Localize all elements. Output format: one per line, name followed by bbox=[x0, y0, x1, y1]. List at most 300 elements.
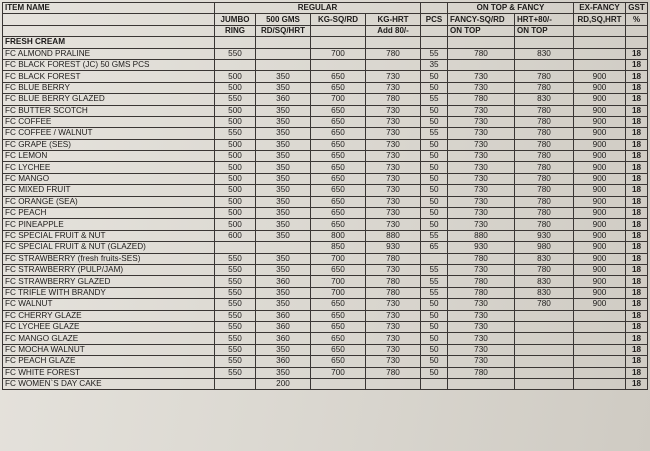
fancy-sq-rd-price-cell: 730 bbox=[448, 185, 515, 196]
ex-fancy-price-cell: 900 bbox=[574, 219, 626, 230]
ex-fancy-price-cell: 900 bbox=[574, 82, 626, 93]
pcs-price-cell: 55 bbox=[421, 94, 448, 105]
ex-fancy-price-cell: 900 bbox=[574, 299, 626, 310]
kg-sq-rd-price-cell: 650 bbox=[311, 321, 366, 332]
item-name-cell: FC GRAPE (SES) bbox=[3, 139, 215, 150]
table-row bbox=[3, 59, 648, 70]
500gms-price-cell: 360 bbox=[256, 276, 311, 287]
fancy-sq-rd-price-cell: 730 bbox=[448, 139, 515, 150]
500gms-price-cell: 350 bbox=[256, 230, 311, 241]
500gms-price-cell: 360 bbox=[256, 321, 311, 332]
jumbo-price-cell: 500 bbox=[215, 219, 256, 230]
ex-fancy-price-cell: 900 bbox=[574, 185, 626, 196]
jumbo-price-cell: 550 bbox=[215, 94, 256, 105]
table-row bbox=[3, 116, 648, 127]
kg-hrt-price-cell: 780 bbox=[366, 367, 421, 378]
hrt-plus80-price-cell: 830 bbox=[515, 94, 574, 105]
fancy-sq-rd-price-cell: 730 bbox=[448, 333, 515, 344]
jumbo-price-cell: 550 bbox=[215, 344, 256, 355]
kg-sq-rd-price-cell: 700 bbox=[311, 253, 366, 264]
hrt-plus80-price-cell: 780 bbox=[515, 71, 574, 82]
fancy-sq-rd-price-cell: 730 bbox=[448, 105, 515, 116]
kg-hrt-price-cell: 730 bbox=[366, 185, 421, 196]
kg-hrt-price-cell: 730 bbox=[366, 299, 421, 310]
kg-hrt-price-cell: 730 bbox=[366, 82, 421, 93]
ex-fancy-price-cell: 900 bbox=[574, 287, 626, 298]
500gms-price-cell: 350 bbox=[256, 196, 311, 207]
500gms-price-cell: 350 bbox=[256, 367, 311, 378]
hrt-plus80-price-cell: 830 bbox=[515, 276, 574, 287]
ex-fancy-price-cell bbox=[574, 367, 626, 378]
hrt-plus80-price-cell: 780 bbox=[515, 128, 574, 139]
kg-sq-rd-price-cell: 650 bbox=[311, 116, 366, 127]
fancy-sq-rd-price-cell: 930 bbox=[448, 242, 515, 253]
header-percent: % bbox=[626, 14, 648, 25]
header-on-top-1: ON TOP bbox=[448, 25, 515, 36]
item-name-cell: FC CHERRY GLAZE bbox=[3, 310, 215, 321]
jumbo-price-cell: 500 bbox=[215, 116, 256, 127]
500gms-price-cell: 350 bbox=[256, 344, 311, 355]
ex-fancy-price-cell bbox=[574, 59, 626, 70]
500gms-price-cell: 350 bbox=[256, 264, 311, 275]
gst-rate-cell: 18 bbox=[626, 321, 648, 332]
500gms-price-cell: 350 bbox=[256, 71, 311, 82]
kg-sq-rd-price-cell: 650 bbox=[311, 333, 366, 344]
pcs-price-cell: 50 bbox=[421, 105, 448, 116]
kg-hrt-price-cell: 730 bbox=[366, 128, 421, 139]
table-row bbox=[3, 230, 648, 241]
kg-sq-rd-price-cell: 800 bbox=[311, 230, 366, 241]
gst-rate-cell: 18 bbox=[626, 116, 648, 127]
kg-sq-rd-price-cell: 650 bbox=[311, 185, 366, 196]
kg-hrt-price-cell bbox=[366, 378, 421, 389]
gst-rate-cell: 18 bbox=[626, 344, 648, 355]
pcs-price-cell: 50 bbox=[421, 173, 448, 184]
hrt-plus80-price-cell: 780 bbox=[515, 219, 574, 230]
pcs-price-cell: 55 bbox=[421, 230, 448, 241]
pcs-price-cell: 50 bbox=[421, 208, 448, 219]
kg-hrt-price-cell: 730 bbox=[366, 321, 421, 332]
ex-fancy-price-cell: 900 bbox=[574, 116, 626, 127]
gst-rate-cell: 18 bbox=[626, 139, 648, 150]
kg-hrt-price-cell: 730 bbox=[366, 219, 421, 230]
hrt-plus80-price-cell: 780 bbox=[515, 208, 574, 219]
kg-sq-rd-price-cell: 650 bbox=[311, 264, 366, 275]
jumbo-price-cell: 550 bbox=[215, 128, 256, 139]
kg-hrt-price-cell: 730 bbox=[366, 344, 421, 355]
ex-fancy-price-cell: 900 bbox=[574, 139, 626, 150]
pcs-price-cell: 50 bbox=[421, 71, 448, 82]
hrt-plus80-price-cell bbox=[515, 356, 574, 367]
500gms-price-cell bbox=[256, 59, 311, 70]
pcs-price-cell: 50 bbox=[421, 333, 448, 344]
fancy-sq-rd-price-cell: 780 bbox=[448, 367, 515, 378]
fancy-sq-rd-price-cell: 880 bbox=[448, 230, 515, 241]
ex-fancy-price-cell bbox=[574, 321, 626, 332]
item-name-cell: FC ALMOND PRALINE bbox=[3, 48, 215, 59]
gst-rate-cell: 18 bbox=[626, 310, 648, 321]
pcs-price-cell: 55 bbox=[421, 264, 448, 275]
header-on-top-2: ON TOP bbox=[515, 25, 574, 36]
item-name-cell: FC PEACH bbox=[3, 208, 215, 219]
gst-rate-cell: 18 bbox=[626, 48, 648, 59]
gst-rate-cell: 18 bbox=[626, 105, 648, 116]
item-name-cell: FC SPECIAL FRUIT & NUT (GLAZED) bbox=[3, 242, 215, 253]
pcs-price-cell: 50 bbox=[421, 185, 448, 196]
kg-hrt-price-cell: 730 bbox=[366, 105, 421, 116]
kg-hrt-price-cell: 730 bbox=[366, 116, 421, 127]
jumbo-price-cell: 550 bbox=[215, 276, 256, 287]
pcs-price-cell: 55 bbox=[421, 128, 448, 139]
jumbo-price-cell: 500 bbox=[215, 162, 256, 173]
gst-rate-cell: 18 bbox=[626, 264, 648, 275]
hrt-plus80-price-cell bbox=[515, 333, 574, 344]
hrt-plus80-price-cell: 830 bbox=[515, 287, 574, 298]
kg-hrt-price-cell: 780 bbox=[366, 287, 421, 298]
gst-rate-cell: 18 bbox=[626, 94, 648, 105]
500gms-price-cell: 200 bbox=[256, 378, 311, 389]
hrt-plus80-price-cell: 830 bbox=[515, 48, 574, 59]
kg-hrt-price-cell: 730 bbox=[366, 173, 421, 184]
kg-hrt-price-cell: 730 bbox=[366, 333, 421, 344]
jumbo-price-cell: 500 bbox=[215, 151, 256, 162]
jumbo-price-cell: 550 bbox=[215, 310, 256, 321]
header-on-top-fancy: ON TOP & FANCY bbox=[448, 3, 574, 14]
hrt-plus80-price-cell: 780 bbox=[515, 173, 574, 184]
fancy-sq-rd-price-cell: 730 bbox=[448, 208, 515, 219]
pcs-price-cell: 50 bbox=[421, 367, 448, 378]
gst-rate-cell: 18 bbox=[626, 242, 648, 253]
hrt-plus80-price-cell: 780 bbox=[515, 105, 574, 116]
jumbo-price-cell bbox=[215, 242, 256, 253]
table-row bbox=[3, 253, 648, 264]
500gms-price-cell: 350 bbox=[256, 162, 311, 173]
jumbo-price-cell: 500 bbox=[215, 173, 256, 184]
hrt-plus80-price-cell: 780 bbox=[515, 116, 574, 127]
kg-sq-rd-price-cell: 650 bbox=[311, 151, 366, 162]
item-name-cell: FC LYCHEE bbox=[3, 162, 215, 173]
hrt-plus80-price-cell: 930 bbox=[515, 230, 574, 241]
500gms-price-cell: 350 bbox=[256, 128, 311, 139]
kg-sq-rd-price-cell: 650 bbox=[311, 196, 366, 207]
item-name-cell: FC WHITE FOREST bbox=[3, 367, 215, 378]
hrt-plus80-price-cell: 780 bbox=[515, 185, 574, 196]
jumbo-price-cell: 500 bbox=[215, 208, 256, 219]
gst-rate-cell: 18 bbox=[626, 151, 648, 162]
fancy-sq-rd-price-cell bbox=[448, 378, 515, 389]
kg-sq-rd-price-cell: 700 bbox=[311, 287, 366, 298]
header-kg-hrt: KG-HRT bbox=[366, 14, 421, 25]
item-name-cell: FC ORANGE (SEA) bbox=[3, 196, 215, 207]
kg-sq-rd-price-cell: 650 bbox=[311, 208, 366, 219]
fancy-sq-rd-price-cell: 730 bbox=[448, 310, 515, 321]
fancy-sq-rd-price-cell bbox=[448, 59, 515, 70]
hrt-plus80-price-cell bbox=[515, 310, 574, 321]
gst-rate-cell: 18 bbox=[626, 230, 648, 241]
pcs-price-cell bbox=[421, 253, 448, 264]
gst-rate-cell: 18 bbox=[626, 185, 648, 196]
item-name-cell: FC MOCHA WALNUT bbox=[3, 344, 215, 355]
fancy-sq-rd-price-cell: 780 bbox=[448, 253, 515, 264]
kg-sq-rd-price-cell: 650 bbox=[311, 173, 366, 184]
gst-rate-cell: 18 bbox=[626, 253, 648, 264]
500gms-price-cell: 350 bbox=[256, 139, 311, 150]
hrt-plus80-price-cell bbox=[515, 367, 574, 378]
kg-sq-rd-price-cell: 650 bbox=[311, 299, 366, 310]
ex-fancy-price-cell: 900 bbox=[574, 230, 626, 241]
fancy-sq-rd-price-cell: 730 bbox=[448, 151, 515, 162]
table-row bbox=[3, 105, 648, 116]
table-row bbox=[3, 276, 648, 287]
item-name-cell: FC STRAWBERRY (fresh fruits-SES) bbox=[3, 253, 215, 264]
header-ex-fancy: EX-FANCY bbox=[574, 3, 626, 14]
gst-rate-cell: 18 bbox=[626, 162, 648, 173]
500gms-price-cell: 350 bbox=[256, 116, 311, 127]
header-rd-sq-hrt-ex: RD,SQ,HRT bbox=[574, 14, 626, 25]
table-row bbox=[3, 242, 648, 253]
hrt-plus80-price-cell: 780 bbox=[515, 299, 574, 310]
header-hrt-plus80: HRT+80/- bbox=[515, 14, 574, 25]
pcs-price-cell: 50 bbox=[421, 151, 448, 162]
hrt-plus80-price-cell bbox=[515, 321, 574, 332]
ex-fancy-price-cell bbox=[574, 356, 626, 367]
ex-fancy-price-cell: 900 bbox=[574, 151, 626, 162]
kg-hrt-price-cell: 730 bbox=[366, 310, 421, 321]
500gms-price-cell: 360 bbox=[256, 94, 311, 105]
kg-sq-rd-price-cell bbox=[311, 378, 366, 389]
gst-rate-cell: 18 bbox=[626, 299, 648, 310]
pcs-price-cell: 50 bbox=[421, 116, 448, 127]
kg-sq-rd-price-cell: 650 bbox=[311, 105, 366, 116]
pcs-price-cell: 50 bbox=[421, 356, 448, 367]
table-row bbox=[3, 287, 648, 298]
hrt-plus80-price-cell: 780 bbox=[515, 82, 574, 93]
section-fresh-cream: FRESH CREAM bbox=[3, 37, 215, 48]
fancy-sq-rd-price-cell: 730 bbox=[448, 299, 515, 310]
table-row bbox=[3, 356, 648, 367]
500gms-price-cell bbox=[256, 242, 311, 253]
table-row bbox=[3, 151, 648, 162]
table-row bbox=[3, 162, 648, 173]
jumbo-price-cell: 500 bbox=[215, 196, 256, 207]
jumbo-price-cell: 500 bbox=[215, 185, 256, 196]
kg-hrt-price-cell: 880 bbox=[366, 230, 421, 241]
500gms-price-cell: 350 bbox=[256, 208, 311, 219]
pcs-price-cell: 50 bbox=[421, 219, 448, 230]
header-add80: Add 80/- bbox=[366, 25, 421, 36]
gst-rate-cell: 18 bbox=[626, 173, 648, 184]
gst-rate-cell: 18 bbox=[626, 378, 648, 389]
500gms-price-cell: 350 bbox=[256, 151, 311, 162]
header-pcs: PCS bbox=[421, 14, 448, 25]
gst-rate-cell: 18 bbox=[626, 71, 648, 82]
500gms-price-cell: 350 bbox=[256, 253, 311, 264]
pcs-price-cell: 50 bbox=[421, 344, 448, 355]
header-kg-sq-rd: KG-SQ/RD bbox=[311, 14, 366, 25]
jumbo-price-cell: 500 bbox=[215, 71, 256, 82]
kg-hrt-price-cell: 730 bbox=[366, 139, 421, 150]
fancy-sq-rd-price-cell: 730 bbox=[448, 162, 515, 173]
ex-fancy-price-cell: 900 bbox=[574, 276, 626, 287]
table-row bbox=[3, 299, 648, 310]
header-500gms: 500 GMS bbox=[256, 14, 311, 25]
ex-fancy-price-cell bbox=[574, 378, 626, 389]
hrt-plus80-price-cell: 780 bbox=[515, 264, 574, 275]
pcs-price-cell: 50 bbox=[421, 310, 448, 321]
500gms-price-cell: 350 bbox=[256, 82, 311, 93]
jumbo-price-cell: 550 bbox=[215, 299, 256, 310]
jumbo-price-cell: 550 bbox=[215, 356, 256, 367]
fancy-sq-rd-price-cell: 780 bbox=[448, 94, 515, 105]
table-row bbox=[3, 173, 648, 184]
500gms-price-cell: 350 bbox=[256, 299, 311, 310]
table-row bbox=[3, 310, 648, 321]
item-name-cell: FC BUTTER SCOTCH bbox=[3, 105, 215, 116]
kg-sq-rd-price-cell: 850 bbox=[311, 242, 366, 253]
pcs-price-cell: 55 bbox=[421, 287, 448, 298]
fancy-sq-rd-price-cell: 730 bbox=[448, 173, 515, 184]
500gms-price-cell: 350 bbox=[256, 287, 311, 298]
hrt-plus80-price-cell bbox=[515, 378, 574, 389]
ex-fancy-price-cell: 900 bbox=[574, 196, 626, 207]
ex-fancy-price-cell bbox=[574, 48, 626, 59]
item-name-cell: FC PEACH GLAZE bbox=[3, 356, 215, 367]
table-row bbox=[3, 333, 648, 344]
hrt-plus80-price-cell: 780 bbox=[515, 151, 574, 162]
hrt-plus80-price-cell bbox=[515, 59, 574, 70]
ex-fancy-price-cell: 900 bbox=[574, 173, 626, 184]
hrt-plus80-price-cell: 980 bbox=[515, 242, 574, 253]
pcs-price-cell: 50 bbox=[421, 139, 448, 150]
fancy-sq-rd-price-cell: 730 bbox=[448, 128, 515, 139]
jumbo-price-cell: 550 bbox=[215, 48, 256, 59]
ex-fancy-price-cell: 900 bbox=[574, 162, 626, 173]
kg-hrt-price-cell: 730 bbox=[366, 196, 421, 207]
kg-hrt-price-cell: 780 bbox=[366, 48, 421, 59]
fancy-sq-rd-price-cell: 730 bbox=[448, 264, 515, 275]
kg-sq-rd-price-cell: 650 bbox=[311, 128, 366, 139]
pcs-price-cell: 50 bbox=[421, 321, 448, 332]
pcs-price-cell bbox=[421, 378, 448, 389]
table-row bbox=[3, 321, 648, 332]
500gms-price-cell: 350 bbox=[256, 219, 311, 230]
table-row bbox=[3, 139, 648, 150]
table-row bbox=[3, 344, 648, 355]
kg-sq-rd-price-cell bbox=[311, 59, 366, 70]
ex-fancy-price-cell: 900 bbox=[574, 71, 626, 82]
kg-hrt-price-cell: 730 bbox=[366, 264, 421, 275]
item-name-cell: FC STRAWBERRY GLAZED bbox=[3, 276, 215, 287]
table-row bbox=[3, 71, 648, 82]
kg-hrt-price-cell: 730 bbox=[366, 162, 421, 173]
gst-rate-cell: 18 bbox=[626, 276, 648, 287]
hrt-plus80-price-cell: 780 bbox=[515, 162, 574, 173]
fancy-sq-rd-price-cell: 730 bbox=[448, 344, 515, 355]
table-row bbox=[3, 82, 648, 93]
fancy-sq-rd-price-cell: 780 bbox=[448, 276, 515, 287]
fancy-sq-rd-price-cell: 730 bbox=[448, 321, 515, 332]
kg-hrt-price-cell: 780 bbox=[366, 276, 421, 287]
table-row bbox=[3, 94, 648, 105]
hrt-plus80-price-cell bbox=[515, 344, 574, 355]
kg-hrt-price-cell: 730 bbox=[366, 71, 421, 82]
kg-sq-rd-price-cell: 650 bbox=[311, 139, 366, 150]
table-row bbox=[3, 367, 648, 378]
kg-hrt-price-cell: 780 bbox=[366, 253, 421, 264]
header-regular: REGULAR bbox=[215, 3, 421, 14]
item-name-cell: FC WOMEN`S DAY CAKE bbox=[3, 378, 215, 389]
jumbo-price-cell: 500 bbox=[215, 139, 256, 150]
kg-sq-rd-price-cell: 650 bbox=[311, 82, 366, 93]
header-item-name: ITEM NAME bbox=[3, 3, 215, 14]
table-row bbox=[3, 378, 648, 389]
item-name-cell: FC PINEAPPLE bbox=[3, 219, 215, 230]
pcs-price-cell: 50 bbox=[421, 162, 448, 173]
pcs-price-cell: 50 bbox=[421, 82, 448, 93]
item-name-cell: FC COFFEE / WALNUT bbox=[3, 128, 215, 139]
ex-fancy-price-cell: 900 bbox=[574, 253, 626, 264]
item-name-cell: FC LEMON bbox=[3, 151, 215, 162]
kg-hrt-price-cell bbox=[366, 59, 421, 70]
500gms-price-cell: 360 bbox=[256, 356, 311, 367]
gst-rate-cell: 18 bbox=[626, 287, 648, 298]
pcs-price-cell: 55 bbox=[421, 276, 448, 287]
item-name-cell: FC BLUE BERRY GLAZED bbox=[3, 94, 215, 105]
item-name-cell: FC MANGO GLAZE bbox=[3, 333, 215, 344]
jumbo-price-cell: 550 bbox=[215, 264, 256, 275]
kg-hrt-price-cell: 730 bbox=[366, 208, 421, 219]
item-name-cell: FC BLACK FOREST bbox=[3, 71, 215, 82]
item-name-cell: FC LYCHEE GLAZE bbox=[3, 321, 215, 332]
kg-sq-rd-price-cell: 650 bbox=[311, 71, 366, 82]
table-row bbox=[3, 208, 648, 219]
kg-sq-rd-price-cell: 650 bbox=[311, 219, 366, 230]
500gms-price-cell: 350 bbox=[256, 185, 311, 196]
header-fancy-sq-rd: FANCY-SQ/RD bbox=[448, 14, 515, 25]
item-name-cell: FC COFFEE bbox=[3, 116, 215, 127]
header-gst: GST bbox=[626, 3, 648, 14]
500gms-price-cell bbox=[256, 48, 311, 59]
kg-sq-rd-price-cell: 650 bbox=[311, 356, 366, 367]
item-name-cell: FC BLACK FOREST (JC) 50 GMS PCS bbox=[3, 59, 215, 70]
gst-rate-cell: 18 bbox=[626, 219, 648, 230]
item-name-cell: FC MANGO bbox=[3, 173, 215, 184]
pcs-price-cell: 55 bbox=[421, 48, 448, 59]
table-row bbox=[3, 48, 648, 59]
kg-sq-rd-price-cell: 650 bbox=[311, 310, 366, 321]
ex-fancy-price-cell: 900 bbox=[574, 264, 626, 275]
ex-fancy-price-cell bbox=[574, 310, 626, 321]
fancy-sq-rd-price-cell: 730 bbox=[448, 356, 515, 367]
gst-rate-cell: 18 bbox=[626, 196, 648, 207]
jumbo-price-cell bbox=[215, 378, 256, 389]
hrt-plus80-price-cell: 780 bbox=[515, 196, 574, 207]
ex-fancy-price-cell: 900 bbox=[574, 105, 626, 116]
hrt-plus80-price-cell: 830 bbox=[515, 253, 574, 264]
gst-rate-cell: 18 bbox=[626, 356, 648, 367]
header-rd-sq-hrt: RD/SQ/HRT bbox=[256, 25, 311, 36]
kg-sq-rd-price-cell: 700 bbox=[311, 48, 366, 59]
table-row bbox=[3, 196, 648, 207]
jumbo-price-cell: 550 bbox=[215, 333, 256, 344]
fancy-sq-rd-price-cell: 730 bbox=[448, 219, 515, 230]
fancy-sq-rd-price-cell: 730 bbox=[448, 82, 515, 93]
table-row bbox=[3, 219, 648, 230]
ex-fancy-price-cell: 900 bbox=[574, 128, 626, 139]
jumbo-price-cell: 600 bbox=[215, 230, 256, 241]
gst-rate-cell: 18 bbox=[626, 82, 648, 93]
kg-hrt-price-cell: 930 bbox=[366, 242, 421, 253]
